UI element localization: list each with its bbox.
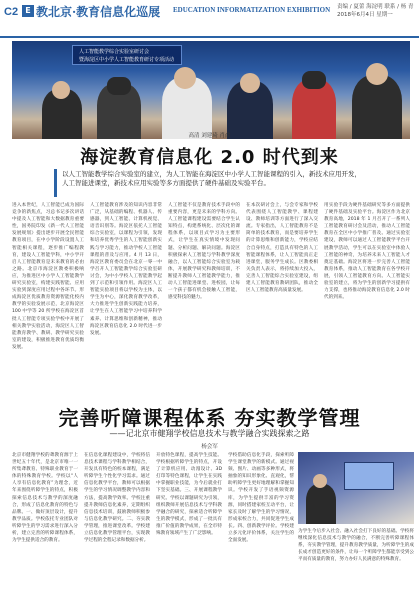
- lead-rule: [54, 169, 57, 197]
- article-2-photo: [298, 452, 414, 524]
- article-2-column-4: 学校借助信息化手段，探索听障学生课堂教学的新模式。通过视频、图片、动画等多种形式，将抽象的知识形象化、直观化，帮助听障学生更好地理解和掌握知识。学校开发了手语视频资源库，为学生提供丰富的学习资源，同时搭建家校互动平台，让家长及时了解学生的学习情况，形成家校合力，共同促进学生成长。四、创新教学评价。学校建立多元化评价体系，关注学生的全面发展。: [228, 453, 294, 544]
- banner-line-2: 暨海淀区中小学人工智能教育研讨专项活动: [79, 57, 175, 63]
- issue-info: 责编 / 夏蕾 海淀明 联系 / 杨 青 2018年6月4日 星期一: [337, 4, 414, 18]
- article-2-subtitle: ——记北京市健翔学校信息技术与教学融合实践探索之路: [109, 429, 310, 438]
- vr-headset-icon: [302, 71, 326, 89]
- article-2-byline: 杨会军: [201, 444, 218, 450]
- person-head: [52, 81, 70, 99]
- section-masthead: 教北京·教育信息化巡展: [36, 5, 161, 19]
- article-column-2: 人工智能教育涉及的知识内容非常广泛，从基础的编程、机器人、传感器，到人工智能、计算机视觉、语音识别等。海淀区依托人工智能综合实验室，以课程为引领，发现和培养优秀学生的人工智能创新实践与学习能力，推动学校人工智能课程的普及与应用。4 月 13 日，海淀区教育委员会在北京一零一中学召开人工智能教学综合实验室研讨会，为中小学校人工智能教学起到了示范和引领作用。海淀区人工智能实验项目将以学校为主体，以学生为中心，深化教育教学改革，大力推进学生创新实践能力培养，让学生在人工智能学习中培养科学素养、计算思维和创新精神，推动海淀区教育信息化 2.0 时代进一步发展。: [90, 203, 162, 336]
- article-2-column-2: 在信息化课程建设中，学校将信息技术课程与学科教学相结合，开发具有特色的校本课程，满足听障学生个性化学习需求。通过信息化教学平台，教师可以根据学生的学习情况调整教学内容和方法，提高教学效率。学校注重提升教师信息化素养，定期组织信息技术培训，鼓励教师积极参与信息化教学研究。二、夯实教学管理，推进课堂改革。学校建立信息化教学管理平台，实现教学过程的全程记录和数据分析。: [84, 453, 150, 544]
- lead-photo: [12, 41, 410, 139]
- event-banner: [72, 45, 182, 65]
- newspaper-logo-icon: E: [22, 5, 34, 17]
- article-column-5: 用实验手段为硬件基础研究等多方面提供了硬件基础及实验平台。海淀区作为北京教育高地，2018 年 1 月召开了一系列人工智能教育研讨会及活动，推动人工智能教育在全区中小学推广普及。通过实验室建设，教师可以通过人工智能教学平台开展教学活动，学生可以在实验室中体验人工智能的神奇，为培养未来人工智能人才奠定基础。海淀区将进一步完善人工智能教育体系，推动人工智能教育在各学校开展，引领人工智能教育方向。人工智能实验室的建立，将为学生的创新学习提供有力支撑，也将推动海淀教育信息化 2.0 时代的到来。: [324, 203, 410, 301]
- banner-line-1: 人工智能教学综合实验室研讨会: [79, 49, 150, 55]
- article-column-3: 人工智能不仅是教育技术手段中的重要内容，更是未来的学科方向。人工智能课程建设需要结合学生认知特点，构建系统化、层次化的课程体系，以项目式学习为主要形式，让学生在真实情境中发现问题、分析问题、解决问题。海淀区积极探索人工智能与学科教学深度融合，以人工智能综合实验室为载体，开展教学研究和教师培训，不断提升教师人工智能教学能力，推动人工智能进课堂、进校园，让每一个孩子都有机会接触人工智能，感受科技的魅力。: [168, 203, 240, 301]
- person-head: [174, 67, 196, 89]
- person-head: [313, 474, 327, 488]
- article-column-1: 进入本世纪，人工智能已成为国际竞争的新焦点，习总书记多次讲话中提及人工智能和大数据教育重要性，国务院印发《新一代人工智能发展规划》提出逐步开展全民智能教育项目，在中小学阶段设置人工智能相关课程，逐步推广编程教育，建设人工智能学科，中小学开启人工智能教育是未来教育的必由之路。北京市海淀区教委积极响应，为推进区中小学人工智能教学研究实验室，构建实践智能、应用实验到深度应用过程中各环节。形成海淀区优质教育资源智能化校内教学的实验发展示范，北京海淀区 100 中学等 20 所学校在海淀区首批人工智能专项实验学校中开展了相关教学实验活动，海淀区人工智能教育教学、教研、教学研究实验室的建设，积极推进教育优质均衡发展。: [12, 203, 84, 350]
- article-2-column-5: 为学生今后步入社会、融入社会打下良好的基础。学校将继续深化信息技术与教学的融合，不断完善听障课程体系，夯实教学管理，提升教育教学质量，为听障学生的成长成才创造更好的条件，让每一个听障学生都能享受到公平而有质量的教育，努力办好人民满意的特殊教育。: [298, 529, 414, 563]
- article-2-column-3: 开放特色课程，提高学生技能。学校根据听障学生的特点，开设了计算机应用、动漫设计、3D 打印等特色课程，让学生在实践中掌握职业技能，为今后就业打下坚实基础。三、开展课程教学研究。学校以课题研究为引领，组织教师开展信息技术与学科教学融合的研究，探索适合听障学生的教学模式，形成了一批具有推广价值的教学成果，在全市特殊教育领域产生了广泛影响。: [156, 453, 222, 537]
- article-title: 海淀教育信息化 2.0 时代到来: [80, 147, 339, 168]
- page-header: [0, 0, 419, 38]
- person-head: [240, 73, 260, 93]
- vr-headset-icon: [107, 77, 131, 95]
- article-2-column-1: 北京市健翔学校的聋教育源于上世纪五十年代，是北京市唯一一所集聋教育、特殊职业教育于一体的特殊教育学校。学校以“人人享有信息化教育”为理念，近年来围绕听障学生的特点，积极探索信息技术与教学的深度融合，形成了信息化教育的特色与品牌。一、做好顶层设计，提升教学品质。学校依托专业团队对听障学生的学习需求进行深入分析，建立完善的听障课程体系，为学生提供适合的教育。: [12, 453, 78, 544]
- section-masthead-english: EDUCATION INFORMATIZATION EXHIBITION: [173, 6, 331, 14]
- person-head: [366, 63, 388, 85]
- article-column-4: 在本次研讨会上，与会专家和学校代表围绕人工智能教学、课程建设、教师培训等方面进行了深入交流。专家指出，人工智能教育不是简单的技术教育，而是要培养学生的计算思维和创新能力，学校应结合自身特点，打造具有特色的人工智能课程体系，让人工智能真正走进课堂，服务学生成长。区教委相关负责人表示，将持续加大投入，完善人工智能综合实验室建设，组建人工智能教育教研团队，推动全区人工智能教育高质量发展。: [246, 203, 318, 294]
- page-code: C2: [4, 6, 19, 18]
- person-figure: [306, 484, 336, 524]
- classroom-screen: [344, 462, 394, 490]
- article-lead: 以人工智能教学综合实验室的建立，为人工智能在海淀区中小学人工智能课程的引入，新技术应用开发，人工智能进课堂，新技术应用实验等多方面提供了硬件基础及实验平台。: [62, 170, 361, 187]
- article-byline: 高清 刘建琦 肖俞: [188, 133, 231, 139]
- article-2-title: 完善听障课程体系 夯实教学管理: [58, 406, 361, 430]
